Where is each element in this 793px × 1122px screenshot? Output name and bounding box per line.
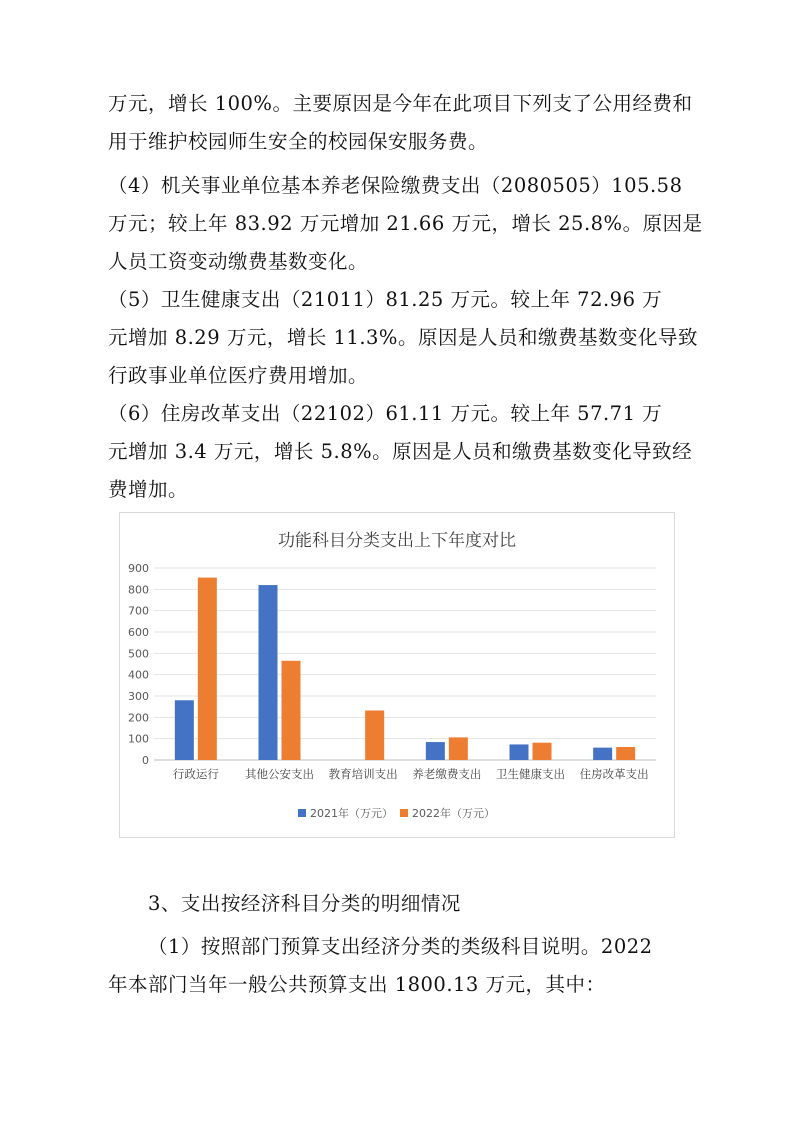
legend-swatch <box>298 809 306 817</box>
chart-container <box>119 512 675 838</box>
paragraph-line: 元增加 3.4 万元，增长 5.8%。原因是人员和缴费基数变化导致经 <box>108 440 693 463</box>
y-tick-label: 500 <box>128 647 149 661</box>
bar <box>533 743 552 760</box>
paragraph-line: 万元；较上年 83.92 万元增加 21.66 万元，增长 25.8%。原因是 <box>108 212 703 235</box>
paragraph-line: 人员工资变动缴费基数变化。 <box>108 250 369 273</box>
legend-label: 2022年（万元） <box>412 807 495 820</box>
x-tick-label: 行政运行 <box>172 767 219 781</box>
paragraph-line: （5）卫生健康支出（21011）81.25 万元。较上年 72.96 万 <box>108 288 663 311</box>
bar <box>175 700 194 760</box>
paragraph-line: 行政事业单位医疗费用增加。 <box>108 364 369 387</box>
y-tick-label: 700 <box>128 604 149 618</box>
bar <box>426 742 445 760</box>
bar <box>259 585 278 760</box>
paragraph-line: 元增加 8.29 万元，增长 11.3%。原因是人员和缴费基数变化导致 <box>108 326 698 349</box>
bar <box>593 748 612 760</box>
section-heading: 3、支出按经济科目分类的明细情况 <box>148 892 461 915</box>
bar <box>510 744 529 760</box>
paragraph-line: 万元，增长 100%。主要原因是今年在此项目下列支了公用经费和 <box>108 92 693 115</box>
legend-label: 2021年（万元） <box>310 807 393 820</box>
paragraph-line: 用于维护校园师生安全的校园保安服务费。 <box>108 130 489 153</box>
bar <box>282 661 301 760</box>
y-tick-label: 400 <box>128 668 149 682</box>
x-tick-label: 卫生健康支出 <box>496 767 565 781</box>
bar <box>616 747 635 760</box>
y-tick-label: 800 <box>128 583 149 597</box>
x-tick-label: 住房改革支出 <box>579 767 649 781</box>
x-tick-label: 其他公安支出 <box>245 767 314 781</box>
y-tick-label: 300 <box>128 690 149 703</box>
legend-swatch <box>400 809 408 817</box>
x-tick-label: 养老缴费支出 <box>412 767 482 781</box>
paragraph-line: 年本部门当年一般公共预算支出 1800.13 万元，其中： <box>108 973 606 996</box>
y-tick-label: 900 <box>128 562 149 575</box>
y-tick-label: 100 <box>128 732 149 746</box>
bar <box>449 737 468 760</box>
chart-title: 功能科目分类支出上下年度对比 <box>278 531 516 551</box>
y-tick-label: 200 <box>128 711 149 725</box>
paragraph-line: （6）住房改革支出（22102）61.11 万元。较上年 57.71 万 <box>108 402 663 425</box>
bar <box>198 578 217 760</box>
paragraph-line: 费增加。 <box>108 478 189 501</box>
bar-chart <box>120 513 674 837</box>
paragraph-line: （4）机关事业单位基本养老保险缴费支出（2080505）105.58 <box>108 174 683 197</box>
paragraph-line: （1）按照部门预算支出经济分类的类级科目说明。2022 <box>148 935 653 958</box>
x-tick-label: 教育培训支出 <box>328 767 398 781</box>
y-tick-label: 0 <box>142 754 149 767</box>
y-tick-label: 600 <box>128 626 149 639</box>
bar <box>365 711 384 760</box>
